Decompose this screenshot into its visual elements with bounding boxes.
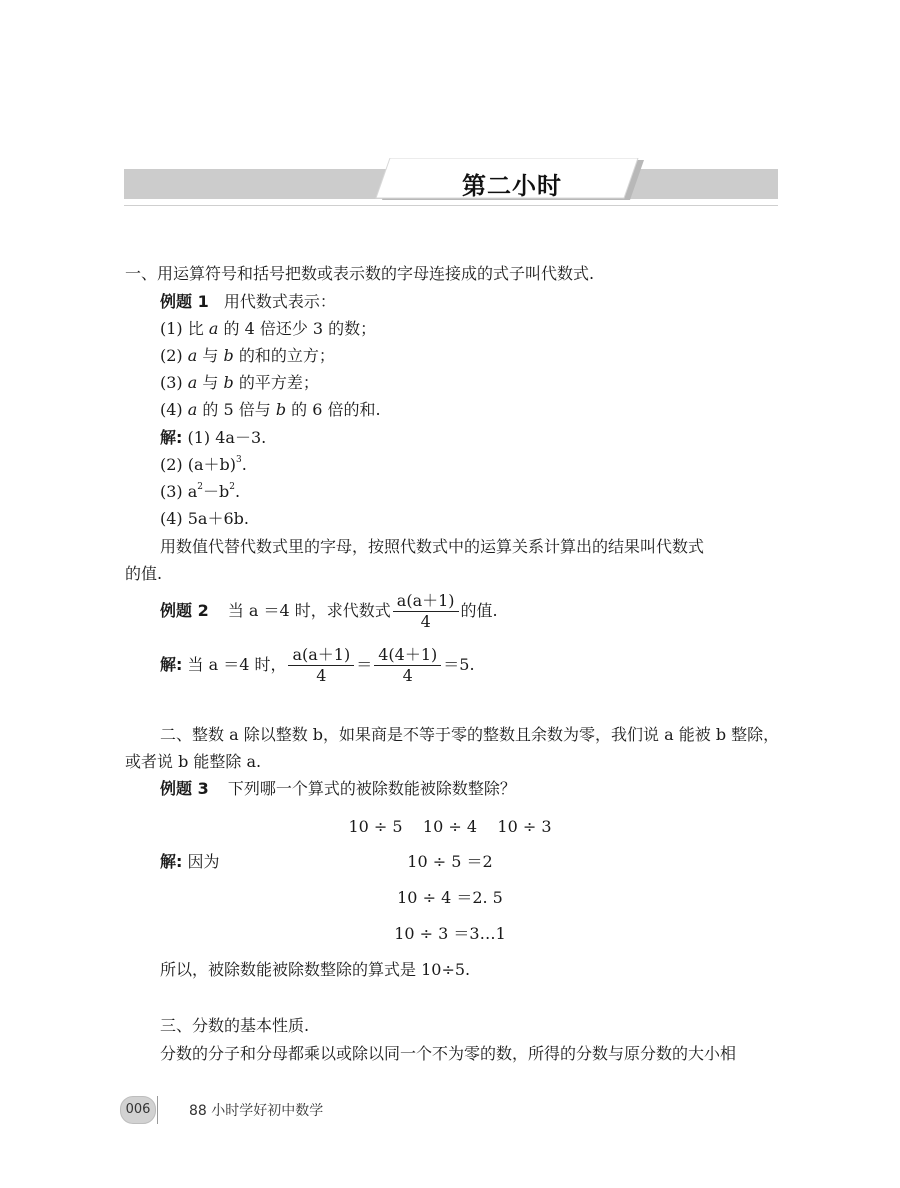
chapter-title: 第二小时 xyxy=(462,172,562,200)
banner-tab xyxy=(374,158,650,204)
chapter-banner xyxy=(124,158,778,212)
value-definition-line-2: 的值. xyxy=(125,564,163,583)
example2-label: 例题 2 xyxy=(160,601,209,620)
example1-item-2: (2) a 与 b 的和的立方； xyxy=(160,346,335,365)
footer-divider xyxy=(157,1096,158,1124)
solution3-eq-2: 10 ÷ 4 ＝2. 5 xyxy=(397,888,503,907)
solution2: 解: 当 a ＝4 时， $\frac{a(a+1)}{4}$ ＝ $\frac{4(4+1)}{4}$ ＝5. xyxy=(160,645,475,685)
section3-heading: 三、分数的基本性质. xyxy=(160,1016,310,1035)
solution3-eq-1: 10 ÷ 5 ＝2 xyxy=(407,852,493,871)
example1-item-3: (3) a 与 b 的平方差； xyxy=(160,373,319,392)
example2-fraction: $\frac{a(a+1)}{4}$ xyxy=(393,591,459,632)
solution1-line-2: (2) $(a+b)^3$. xyxy=(160,455,247,474)
solution2-fraction-1: $\frac{a(a+1)}{4}$ xyxy=(288,645,354,686)
example1-prompt: 用代数式表示： xyxy=(223,292,336,311)
example1-item-1: (1) 比 a 的 4 倍还少 3 的数； xyxy=(160,319,377,338)
example2: 例题 2 当 a ＝4 时，求代数式 $\frac{a(a+1)}{4}$ 的值. xyxy=(160,591,498,631)
solution3-label: 解: xyxy=(160,852,183,871)
banner-rule xyxy=(124,205,778,206)
section2-heading-line-2: 或者说 b 能整除 a. xyxy=(125,752,262,771)
example1 xyxy=(160,292,336,312)
book-title: 88 小时学好初中数学 xyxy=(189,1103,324,1119)
value-definition-line-1: 用数值代替代数式里的字母，按照代数式中的运算关系计算出的结果叫代数式 xyxy=(160,537,705,556)
example3-label: 例题 3 xyxy=(160,779,209,798)
solution3-eq-3: 10 ÷ 3 ＝3…1 xyxy=(394,924,506,943)
solution2-label: 解: xyxy=(160,655,183,674)
solution1-line-1: 解: (1) 4a－3. xyxy=(160,428,267,447)
solution1-line-4: (4) 5a＋6b. xyxy=(160,509,249,528)
solution1-line-3: (3) $a^2-b^2$. xyxy=(160,482,241,501)
example1-item-4: (4) a 的 5 倍与 b 的 6 倍的和. xyxy=(160,400,381,419)
example3-options: 10 ÷ 5 10 ÷ 4 10 ÷ 3 xyxy=(348,817,552,836)
example1-label: 例题 1 xyxy=(160,292,209,311)
solution3-intro: 解: 因为 xyxy=(160,852,220,871)
section3-text: 分数的分子和分母都乘以或除以同一个不为零的数，所得的分数与原分数的大小相 xyxy=(160,1044,737,1063)
page-number: 006 xyxy=(120,1096,156,1124)
solution2-fraction-2: $\frac{4(4+1)}{4}$ xyxy=(374,645,441,686)
example3 xyxy=(160,779,516,799)
example3-prompt: 下列哪一个算式的被除数能被除数整除？ xyxy=(227,779,516,798)
solution1-label: 解: xyxy=(160,428,183,447)
solution3-conclusion: 所以，被除数能被除数整除的算式是 10÷5. xyxy=(160,960,471,979)
section2-heading-line-1: 二、整数 a 除以整数 b，如果商是不等于零的整数且余数为零，我们说 a 能被 b 整除， xyxy=(160,725,780,744)
section1-heading: 一、用运算符号和括号把数或表示数的字母连接成的式子叫代数式. xyxy=(125,264,595,283)
